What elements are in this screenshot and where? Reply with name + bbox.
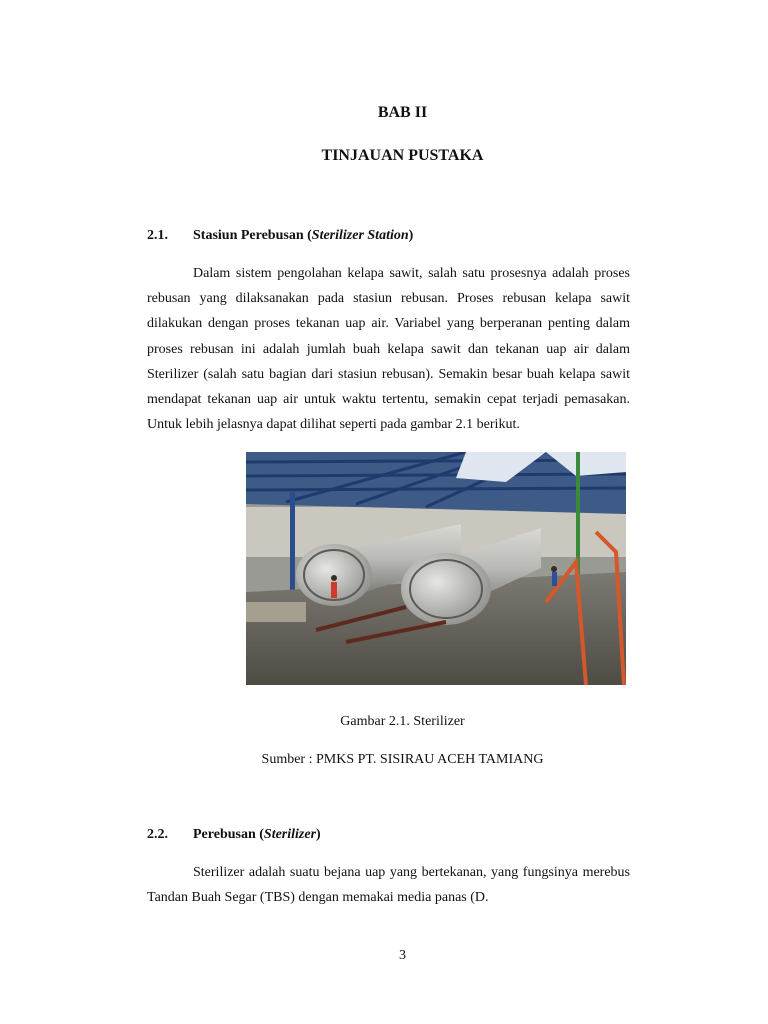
paragraph-2-1 xyxy=(147,261,630,437)
chapter-number: BAB II xyxy=(377,104,428,121)
paragraph-2-2 xyxy=(147,860,630,910)
sterilizer-photo xyxy=(246,452,626,685)
section-title-suffix: ) xyxy=(316,827,321,842)
chapter-title: TINJAUAN PUSTAKA xyxy=(321,147,484,164)
section-number: 2.2. xyxy=(147,827,168,842)
section-title xyxy=(193,228,413,244)
section-title-prefix: Perebusan ( xyxy=(193,827,264,842)
section-title-italic: Sterilizer Station xyxy=(311,228,409,243)
figure-source: Sumber : PMKS PT. SISIRAU ACEH TAMIANG xyxy=(261,752,544,767)
section-title-prefix: Stasiun Perebusan ( xyxy=(193,228,312,243)
figure-caption: Gambar 2.1. Sterilizer xyxy=(340,714,465,729)
page-number: 3 xyxy=(399,948,406,963)
section-title-italic: Sterilizer xyxy=(263,827,317,842)
paragraph-text: Sterilizer adalah suatu bejana uap yang bertekanan, yang fungsinya merebus Tandan Buah Segar (TBS) dengan memakai media panas (D. xyxy=(147,865,630,906)
section-number: 2.1. xyxy=(147,228,168,243)
section-title xyxy=(193,827,321,843)
paragraph-text: Dalam sistem pengolahan kelapa sawit, salah satu prosesnya adalah proses rebusan yang dilaksanakan pada stasiun rebusan. Proses rebusan kelapa sawit dilakukan dengan proses tekanan uap air. Variabel yang berperanan penting dalam proses rebusan ini adalah jumlah buah kelapa sawit dan tekanan uap air dalam Sterilizer (salah satu bagian dari stasiun rebusan). Semakin besar buah kelapa sawit mendapat tekanan uap air untuk waktu tertentu, semakin cepat terjadi pemasakan. Untuk lebih jelasnya dapat dilihat seperti pada gambar 2.1 berikut. xyxy=(147,266,630,433)
section-title-suffix: ) xyxy=(408,228,414,243)
